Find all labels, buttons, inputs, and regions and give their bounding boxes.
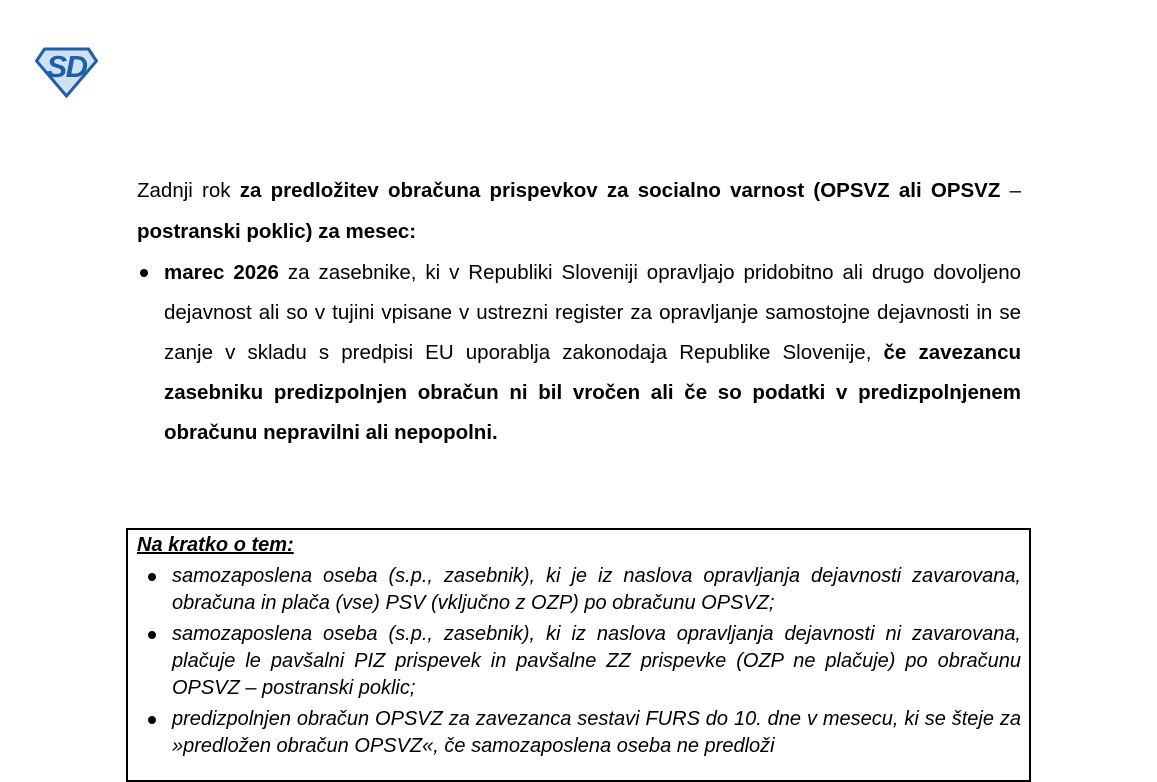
document-body xyxy=(137,170,1021,453)
text-segment: – xyxy=(1009,179,1021,202)
text-segment: postranski poklic) za mesec: xyxy=(137,220,417,243)
info-box-item: predizpolnjen obračun OPSVZ za zavezanca sestavi FURS do 10. dne v mesecu, ki se šteje za »predložen obračun OPSVZ«, če samozaposlena oseba ne predloži xyxy=(137,706,1021,760)
logo-letters: SD xyxy=(46,49,87,84)
text-segment: če zavezancu zasebniku predizpolnjen obračun ni bil vročen ali če so podatki v predizpolnjenem obračunu nepravilni ali nepopolni. xyxy=(164,341,1021,444)
deadline-heading xyxy=(137,170,1021,252)
info-box-item: samozaposlena oseba (s.p., zasebnik), ki je iz naslova opravljanja dejavnosti zavarovana, obračuna in plača (vse) PSV (vključno z OZP) po obračunu OPSVZ; xyxy=(137,563,1021,617)
text-segment: za zasebnike, ki v Republiki Sloveniji opravljajo pridobitno ali drugo dovoljeno dejavnost ali so v tujini vpisane v ustrezni register za opravljanje samostojne dejavnosti in se zanje v skladu s predpisi EU uporablja zakonodaja Republike Slovenije, xyxy=(164,261,1022,364)
info-box-list xyxy=(137,563,1021,760)
info-box xyxy=(126,528,1031,782)
text-segment: za predložitev obračuna prispevkov za socialno varnost (OPSVZ ali OPSVZ xyxy=(239,179,1010,202)
text-segment: marec 2026 xyxy=(164,261,288,284)
sd-logo-icon xyxy=(35,46,98,98)
text-segment: Zadnji rok xyxy=(137,179,240,202)
info-box-item: samozaposlena oseba (s.p., zasebnik), ki iz naslova opravljanja dejavnosti ni zavarovana, plačuje le pavšalni PIZ prispevek in pavšalne ZZ prispevke (OZP ne plačuje) po obračunu OPSVZ – postranski poklic; xyxy=(137,621,1021,702)
sd-logo xyxy=(35,46,98,98)
deadline-list-item xyxy=(137,253,1021,453)
deadline-list xyxy=(137,253,1021,453)
info-box-title: Na kratko o tem: xyxy=(137,534,294,556)
